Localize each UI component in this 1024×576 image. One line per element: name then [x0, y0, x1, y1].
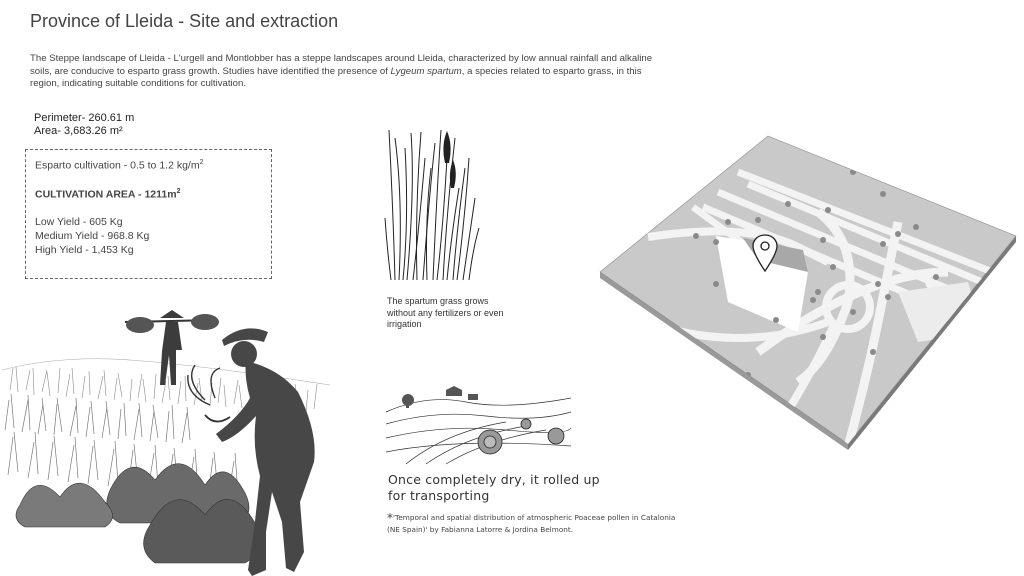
low-yield: Low Yield - 605 Kg: [35, 216, 123, 228]
harvest-illustration: [0, 300, 340, 576]
species-name: Lygeum spartum: [390, 65, 462, 77]
grass-caption: The spartum grass grows without any fertilizers or even irrigation: [387, 296, 504, 329]
cultivation-area-heading: [35, 188, 180, 201]
medium-yield: Medium Yield - 968.8 Kg: [35, 230, 150, 242]
site-map: [598, 132, 1018, 447]
citation-star: *: [387, 511, 393, 525]
bale-caption: Once completely dry, it rolled up for transporting: [388, 472, 600, 503]
intro-text-before: The Steppe landscape of Lleida - L'urgell and Montlobber has a steppe landscapes around Lleida, characterized by low annual rainfall and alkaline soils, are conducive to esparto grass growth. Studies have identified the presence of: [30, 53, 653, 77]
cultivation-area-unit-sup: 2: [176, 188, 181, 195]
carrier-figure: [125, 310, 219, 385]
cultivation-rate-text: Esparto cultivation - 0.5 to 1.2 kg/m: [35, 159, 200, 172]
cultivation-rate-unit-sup: 2: [199, 159, 204, 166]
spartum-grass-sketch: [385, 128, 485, 283]
hay-bale-landscape: [386, 372, 571, 464]
citation-text: 'Temporal and spatial distribution of atmospheric Poaceae pollen in Catalonia (NE Spain)' by Fabianna Latorre & Jordina Belmont.: [387, 513, 676, 534]
site-stats: [34, 112, 134, 138]
citation: [387, 512, 687, 536]
yield-box: [25, 149, 272, 279]
cultivation-area-text: CULTIVATION AREA - 1211m: [35, 188, 177, 201]
intro-text-after: , a species related to esparto grass, in this region, indicating suitable conditions for cultivation.: [30, 65, 642, 89]
perimeter-value: Perimeter- 260.61 m: [34, 112, 135, 124]
page-title: Province of Lleida - Site and extraction: [30, 11, 339, 31]
cultivation-rate: [35, 159, 204, 172]
intro-paragraph: [30, 53, 660, 91]
area-value: Area- 3,683.26 m²: [34, 125, 123, 137]
high-yield: High Yield - 1,453 Kg: [35, 244, 134, 256]
